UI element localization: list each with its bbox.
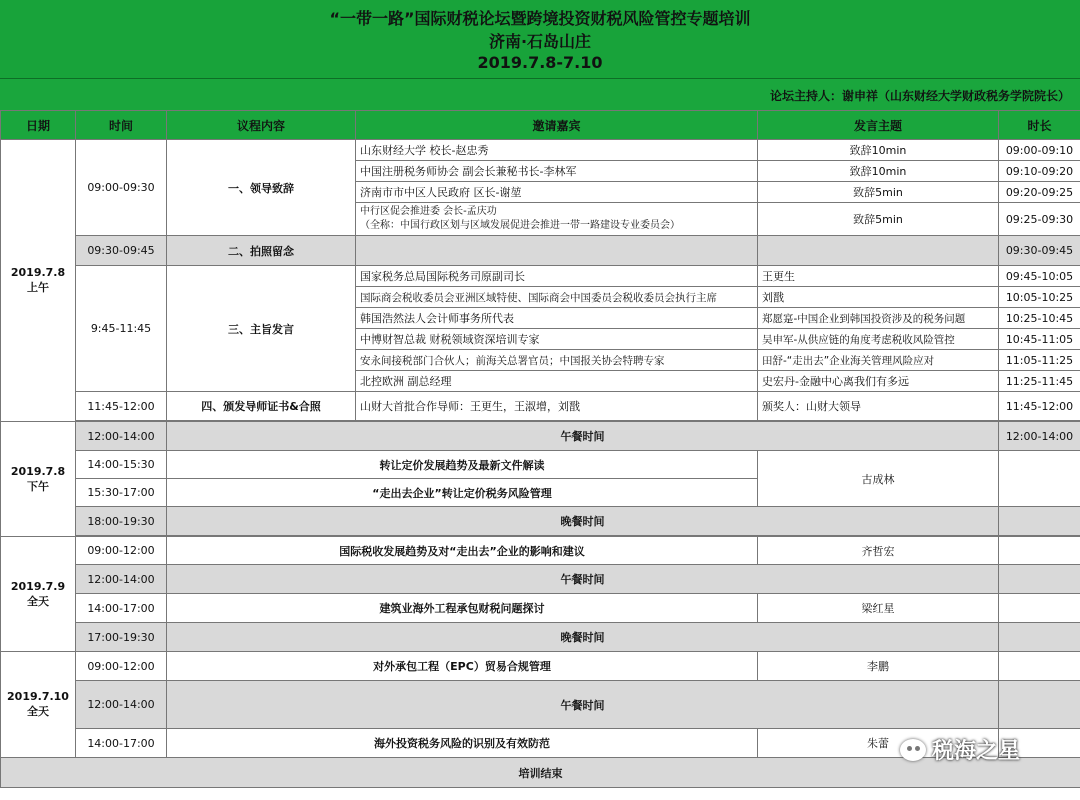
watermark-text: 税海之星 <box>932 739 1021 764</box>
guest-cell <box>356 203 758 236</box>
topic-cell: 致辞5min <box>758 182 999 203</box>
agenda-cell: 午餐时间 <box>167 422 999 451</box>
duration-cell: 11:25-11:45 <box>999 371 1080 392</box>
duration-cell <box>999 681 1080 729</box>
duration-cell: 09:45-10:05 <box>999 266 1080 287</box>
speaker-cell: 齐哲宏 <box>758 537 999 565</box>
speaker-cell: 朱蕾 <box>758 729 999 758</box>
duration-cell <box>999 623 1080 652</box>
guest-cell: 韩国浩然法人会计师事务所代表 <box>356 308 758 329</box>
agenda-cell: 三、主旨发言 <box>167 266 356 392</box>
date-cell: 2019.7.10 全天 <box>1 652 76 758</box>
col-agenda: 议程内容 <box>167 111 356 140</box>
duration-cell: 09:20-09:25 <box>999 182 1080 203</box>
event-title: “一带一路”国际财税论坛暨跨境投资财税风险管控专题培训 <box>329 9 751 28</box>
guest-cell: 山财大首批合作导师：王更生，王淑增，刘戬 <box>356 392 758 421</box>
guest-name: 中行区促会推进委 会长-孟庆功 <box>360 206 497 217</box>
guest-cell: 山东财经大学 校长-赵忠秀 <box>356 140 758 161</box>
time-cell: 14:00-17:00 <box>76 594 167 623</box>
time-cell: 09:00-12:00 <box>76 652 167 681</box>
table-row <box>1 652 1080 681</box>
time-cell: 12:00-14:00 <box>76 681 167 729</box>
agenda-cell: 国际税收发展趋势及对“走出去”企业的影响和建议 <box>167 537 758 565</box>
duration-cell <box>999 507 1080 536</box>
agenda-cell: 午餐时间 <box>167 565 999 594</box>
col-guest: 邀请嘉宾 <box>356 111 758 140</box>
topic-cell: 郑愿寔-中国企业到韩国投资涉及的税务问题 <box>758 308 999 329</box>
guest-cell: 安永间接税部门合伙人；前海关总署官员；中国报关协会特聘专家 <box>356 350 758 371</box>
duration-cell: 09:25-09:30 <box>999 203 1080 236</box>
duration-cell: 12:00-14:00 <box>999 422 1080 451</box>
duration-cell: 09:30-09:45 <box>999 236 1080 266</box>
topic-cell: 史宏丹-金融中心离我们有多远 <box>758 371 999 392</box>
time-cell: 9:45-11:45 <box>76 266 167 392</box>
speaker-cell: 梁红星 <box>758 594 999 623</box>
table-row <box>1 392 1080 421</box>
forum-host: 论坛主持人：谢申祥（山东财经大学财政税务学院院长） <box>769 89 1070 103</box>
speaker-cell: 李鹏 <box>758 652 999 681</box>
agenda-cell: 四、颁发导师证书&合照 <box>167 392 356 421</box>
duration-cell: 11:45-12:00 <box>999 392 1080 421</box>
col-time: 时间 <box>76 111 167 140</box>
agenda-cell: 转让定价发展趋势及最新文件解读 <box>167 451 758 479</box>
agenda-cell: 一、领导致辞 <box>167 140 356 236</box>
time-cell: 11:45-12:00 <box>76 392 167 421</box>
agenda-cell: 建筑业海外工程承包财税问题探讨 <box>167 594 758 623</box>
topic-cell: 刘戬 <box>758 287 999 308</box>
time-cell: 15:30-17:00 <box>76 479 167 507</box>
agenda-cell: 二、拍照留念 <box>167 236 356 266</box>
guest-cell: 国家税务总局国际税务司原副司长 <box>356 266 758 287</box>
agenda-cell: “走出去企业”转让定价税务风险管理 <box>167 479 758 507</box>
date-cell: 2019.7.8 上午 <box>1 140 76 422</box>
time-cell: 09:00-12:00 <box>76 537 167 565</box>
table-row <box>1 266 1080 287</box>
event-dates: 2019.7.8-7.10 <box>477 53 603 72</box>
topic-cell: 致辞10min <box>758 161 999 182</box>
duration-cell: 10:45-11:05 <box>999 329 1080 350</box>
agenda-cell: 对外承包工程（EPC）贸易合规管理 <box>167 652 758 681</box>
guest-cell: 北控欧洲 副总经理 <box>356 371 758 392</box>
end-cell: 培训结束 <box>1 758 1080 788</box>
topic-cell: 田舒-“走出去”企业海关管理风险应对 <box>758 350 999 371</box>
topic-cell: 颁奖人：山财大领导 <box>758 392 999 421</box>
table-header-row <box>1 111 1080 140</box>
date-cell: 2019.7.9 全天 <box>1 537 76 652</box>
time-cell: 18:00-19:30 <box>76 507 167 536</box>
table-row <box>1 681 1080 729</box>
agenda-cell: 晚餐时间 <box>167 623 999 652</box>
table-row <box>1 422 1080 451</box>
duration-cell <box>999 594 1080 623</box>
topic-cell: 王更生 <box>758 266 999 287</box>
agenda-cell: 海外投资税务风险的识别及有效防范 <box>167 729 758 758</box>
table-row <box>1 565 1080 594</box>
agenda-cell: 晚餐时间 <box>167 507 999 536</box>
time-cell: 12:00-14:00 <box>76 422 167 451</box>
topic-cell: 致辞5min <box>758 203 999 236</box>
guest-cell: 国际商会税收委员会亚洲区域特使、国际商会中国委员会税收委员会执行主席 <box>356 287 758 308</box>
time-cell: 09:30-09:45 <box>76 236 167 266</box>
guest-cell <box>356 236 758 266</box>
topic-cell <box>758 236 999 266</box>
wechat-icon <box>900 739 926 761</box>
time-cell: 17:00-19:30 <box>76 623 167 652</box>
duration-cell: 10:05-10:25 <box>999 287 1080 308</box>
table-row <box>1 537 1080 565</box>
speaker-cell: 古成林 <box>758 451 999 507</box>
table-row <box>1 594 1080 623</box>
time-cell: 09:00-09:30 <box>76 140 167 236</box>
duration-cell: 09:10-09:20 <box>999 161 1080 182</box>
date-cell: 2019.7.8 下午 <box>1 422 76 537</box>
table-row <box>1 236 1080 266</box>
guest-cell: 中国注册税务师协会 副会长兼秘书长-李林军 <box>356 161 758 182</box>
duration-cell: 11:05-11:25 <box>999 350 1080 371</box>
col-date: 日期 <box>1 111 76 140</box>
guest-cell: 济南市市中区人民政府 区长-谢堃 <box>356 182 758 203</box>
time-cell: 12:00-14:00 <box>76 565 167 594</box>
topic-cell: 吴申军-从供应链的角度考虑税收风险管控 <box>758 329 999 350</box>
guest-cell: 中博财智总裁 财税领域资深培训专家 <box>356 329 758 350</box>
table-row <box>1 507 1080 536</box>
table-row <box>1 451 1080 479</box>
table-row <box>1 623 1080 652</box>
watermark <box>900 734 1070 768</box>
table-row <box>1 140 1080 161</box>
event-location: 济南·石岛山庄 <box>488 32 592 51</box>
time-cell: 14:00-17:00 <box>76 729 167 758</box>
duration-cell: 09:00-09:10 <box>999 140 1080 161</box>
topic-cell: 致辞10min <box>758 140 999 161</box>
col-topic: 发言主题 <box>758 111 999 140</box>
col-duration: 时长 <box>999 111 1080 140</box>
host-bar <box>0 78 1080 111</box>
duration-cell <box>999 451 1080 507</box>
duration-cell: 10:25-10:45 <box>999 308 1080 329</box>
agenda-table <box>0 110 1080 788</box>
header-banner <box>0 0 1080 78</box>
agenda-cell: 午餐时间 <box>167 681 999 729</box>
duration-cell <box>999 652 1080 681</box>
guest-note: （全称：中国行政区划与区域发展促进会推进一带一路建设专业委员会） <box>360 220 680 231</box>
duration-cell <box>999 565 1080 594</box>
time-cell: 14:00-15:30 <box>76 451 167 479</box>
duration-cell <box>999 537 1080 565</box>
